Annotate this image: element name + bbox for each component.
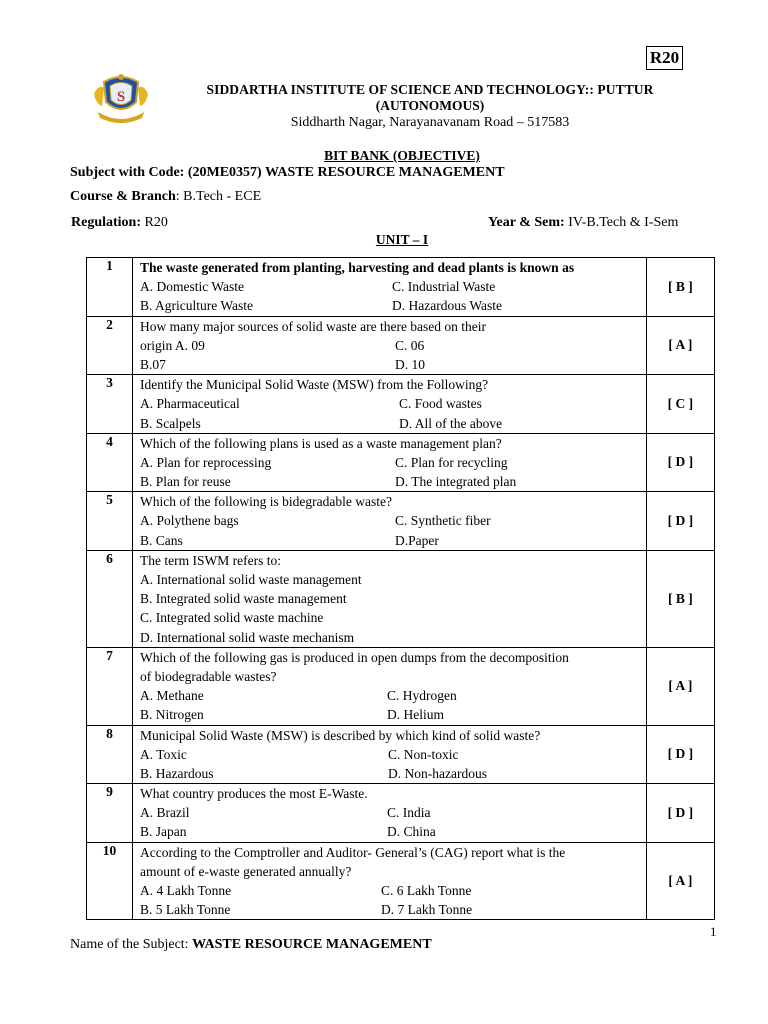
question-line (140, 764, 646, 783)
question-body (133, 550, 647, 647)
question-row (87, 258, 715, 317)
answer-key: [ B ] (646, 258, 714, 317)
question-number: 9 (87, 784, 133, 843)
option-left: B. Japan (140, 824, 187, 840)
question-line (140, 551, 646, 570)
option-left: A. Brazil (140, 805, 190, 821)
question-body (133, 375, 647, 434)
question-line (140, 862, 646, 881)
question-line (140, 648, 646, 667)
question-line (140, 277, 646, 296)
option-left: B. Scalpels (140, 415, 201, 431)
question-row (87, 375, 715, 434)
option-left: A. Toxic (140, 746, 187, 762)
question-text: The term ISWM refers to: (140, 552, 281, 568)
option-right: D. China (387, 824, 436, 840)
answer-key: [ A ] (646, 647, 714, 725)
regulation-label: Regulation: (71, 215, 141, 230)
question-text: According to the Comptroller and Auditor- General’s (CAG) report what is the (140, 844, 566, 860)
question-body (133, 258, 647, 317)
question-number: 8 (87, 725, 133, 784)
answer-key: [ C ] (646, 375, 714, 434)
question-line (140, 705, 646, 724)
course-value: : B.Tech - ECE (175, 189, 262, 204)
option-right: C. 6 Lakh Tonne (381, 883, 472, 898)
footer-subject (70, 937, 432, 953)
option-right: D. Hazardous Waste (392, 298, 503, 314)
option-left: B. Hazardous (140, 765, 214, 781)
option-left: A. 4 Lakh Tonne (140, 883, 232, 898)
question-line (140, 258, 646, 277)
option-right: D.Paper (395, 532, 439, 548)
option-right: C. India (387, 805, 431, 821)
question-line (140, 881, 646, 900)
option-left: B. Plan for reuse (140, 474, 231, 490)
question-row (87, 316, 715, 375)
option-right: D. Helium (387, 707, 445, 723)
option-right: D. 10 (395, 356, 426, 372)
regulation (71, 215, 168, 231)
question-line (140, 570, 646, 589)
regulation-badge: R20 (646, 46, 683, 70)
svg-text:S: S (116, 89, 126, 105)
question-line (140, 355, 646, 374)
question-line (140, 667, 646, 686)
option-text: of biodegradable wastes? (140, 668, 277, 684)
institute-name: SIDDARTHA INSTITUTE OF SCIENCE AND TECHNOLOGY:: PUTTUR (206, 82, 654, 97)
question-line (140, 492, 646, 511)
question-text: The waste generated from planting, harvesting and dead plants is known as (140, 260, 575, 275)
question-row (87, 647, 715, 725)
question-line (140, 843, 646, 862)
question-number: 3 (87, 375, 133, 434)
question-text: Which of the following is bidegradable waste? (140, 494, 392, 510)
answer-key: [ D ] (646, 492, 714, 551)
question-body (133, 842, 647, 920)
institute-status: (AUTONOMOUS) (375, 98, 485, 113)
footer-subject-label: Name of the Subject: (70, 937, 193, 952)
page-number: 1 (710, 924, 717, 939)
question-body (133, 492, 647, 551)
option-left: B. Agriculture Waste (140, 298, 254, 314)
question-body (133, 784, 647, 843)
question-number: 5 (87, 492, 133, 551)
question-line (140, 608, 646, 627)
question-text: What country produces the most E-Waste. (140, 786, 368, 802)
question-number: 10 (87, 842, 133, 920)
question-number: 2 (87, 316, 133, 375)
option-left: B.07 (140, 356, 166, 372)
option-right: D. Non-hazardous (388, 765, 487, 781)
question-line (140, 745, 646, 764)
question-body (133, 647, 647, 725)
option-right: C. Non-toxic (388, 746, 459, 762)
unit-heading: UNIT – I (375, 232, 429, 247)
question-body (133, 725, 647, 784)
institute-logo (92, 72, 150, 126)
question-line (140, 803, 646, 822)
question-line (140, 511, 646, 530)
option-text: amount of e-waste generated annually? (140, 863, 352, 879)
option-text: A. International solid waste management (140, 572, 362, 587)
option-right: C. Industrial Waste (392, 279, 496, 295)
option-left: A. Methane (140, 688, 204, 704)
option-left: B. Cans (140, 532, 183, 548)
course-label: Course & Branch (70, 189, 176, 204)
question-row (87, 725, 715, 784)
answer-key: [ D ] (646, 433, 714, 492)
question-line (140, 686, 646, 705)
question-text: Municipal Solid Waste (MSW) is described by which kind of solid waste? (140, 727, 541, 743)
question-number: 4 (87, 433, 133, 492)
question-line (140, 375, 646, 394)
question-line (140, 822, 646, 841)
option-right: C. Plan for recycling (395, 454, 508, 470)
option-right: C. Synthetic fiber (395, 513, 491, 529)
option-right: C. 06 (395, 337, 425, 353)
question-table (86, 257, 715, 920)
option-right: D. All of the above (399, 415, 503, 431)
answer-key: [ D ] (646, 725, 714, 784)
option-right: C. Food wastes (399, 396, 482, 412)
question-line (140, 296, 646, 315)
option-left: B. 5 Lakh Tonne (140, 902, 231, 918)
question-line (140, 434, 646, 453)
option-left: A. Pharmaceutical (140, 396, 240, 412)
option-text: D. International solid waste mechanism (140, 629, 355, 645)
answer-key: [ D ] (646, 784, 714, 843)
question-line (140, 628, 646, 647)
question-line (140, 453, 646, 472)
option-left: A. Plan for reprocessing (140, 454, 272, 470)
option-left: A. Polythene bags (140, 513, 239, 529)
question-body (133, 316, 647, 375)
question-line (140, 531, 646, 550)
subject-line: Subject with Code: (20ME0357) WASTE RESOURCE MANAGEMENT (70, 165, 505, 180)
year-value: IV-B.Tech & I-Sem (564, 215, 679, 230)
institute-address: Siddharth Nagar, Narayanavanam Road – 517583 (290, 115, 570, 130)
year-label: Year & Sem: (488, 215, 565, 230)
question-row (87, 784, 715, 843)
question-line (140, 336, 646, 355)
option-left: B. Nitrogen (140, 707, 204, 723)
question-line (140, 784, 646, 803)
question-body (133, 433, 647, 492)
answer-key: [ A ] (646, 842, 714, 920)
question-line (140, 414, 646, 433)
question-text: Identify the Municipal Solid Waste (MSW) from the Following? (140, 377, 489, 393)
question-number: 1 (87, 258, 133, 317)
regulation-value: R20 (141, 215, 168, 230)
question-line (140, 726, 646, 745)
question-text: Which of the following gas is produced in open dumps from the decomposition (140, 649, 569, 665)
option-text: B. Integrated solid waste management (140, 591, 347, 607)
question-number: 6 (87, 550, 133, 647)
question-line (140, 589, 646, 608)
question-line (140, 394, 646, 413)
question-line (140, 317, 646, 336)
question-row (87, 550, 715, 647)
option-right: C. Hydrogen (387, 688, 457, 704)
answer-key: [ A ] (646, 316, 714, 375)
question-table-body (87, 258, 715, 920)
document-title: BIT BANK (OBJECTIVE) (324, 148, 480, 163)
option-left: origin A. 09 (140, 337, 205, 353)
option-right: D. The integrated plan (395, 474, 517, 490)
answer-key: [ B ] (646, 550, 714, 647)
question-row (87, 492, 715, 551)
course-branch (70, 189, 261, 205)
question-text: How many major sources of solid waste are there based on their (140, 318, 487, 334)
question-row (87, 842, 715, 920)
question-row (87, 433, 715, 492)
question-number: 7 (87, 647, 133, 725)
question-line (140, 900, 646, 919)
footer-subject-value: WASTE RESOURCE MANAGEMENT (192, 937, 432, 952)
option-text: C. Integrated solid waste machine (140, 610, 324, 626)
question-line (140, 472, 646, 491)
option-left: A. Domestic Waste (140, 279, 245, 295)
question-text: Which of the following plans is used as a waste management plan? (140, 435, 502, 451)
year-sem (488, 215, 678, 231)
option-right: D. 7 Lakh Tonne (381, 902, 473, 918)
